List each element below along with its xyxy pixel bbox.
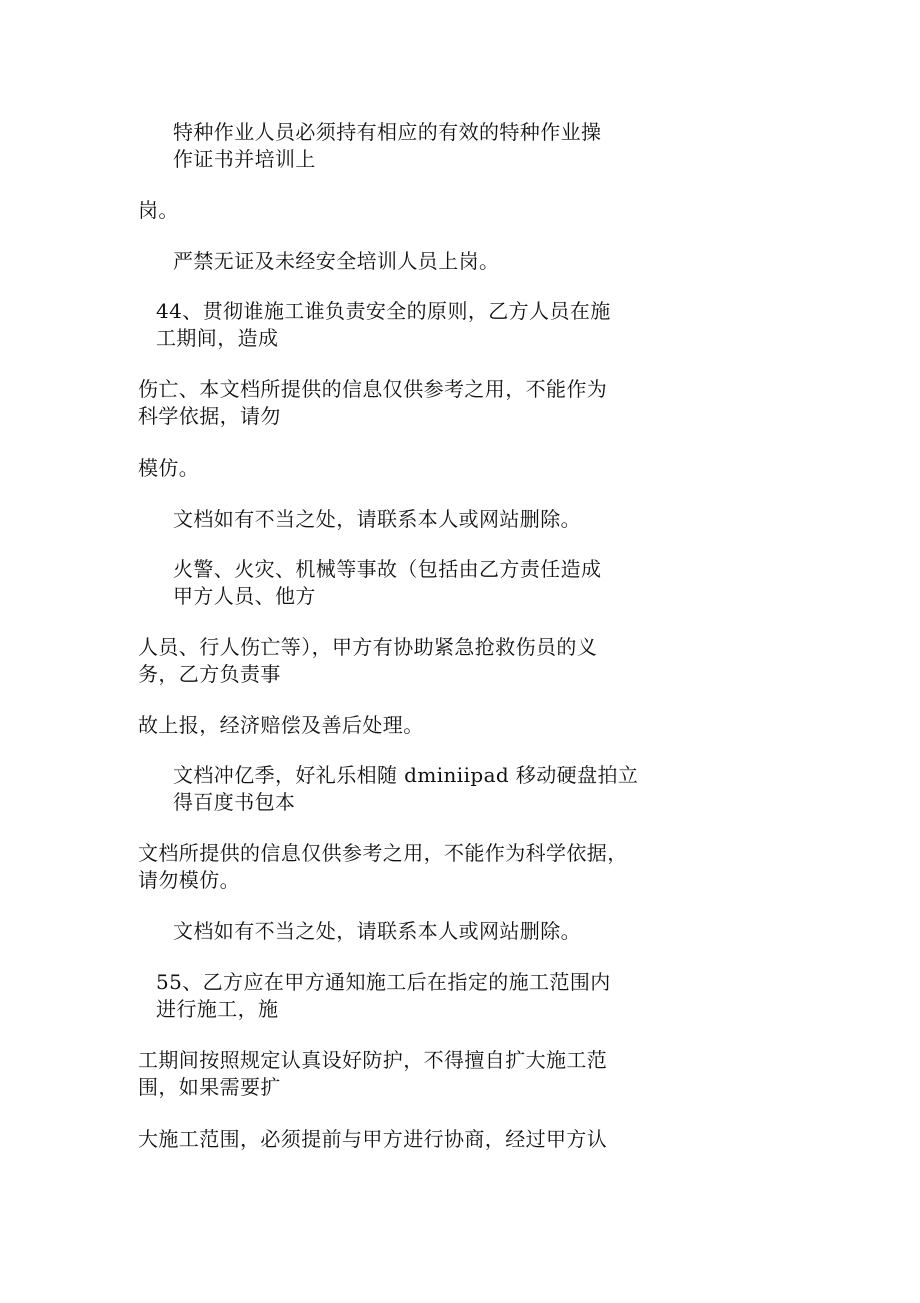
paragraph-clause-55: 55、乙方应在甲方通知施工后在指定的施工范围内 进行施工，施 bbox=[156, 970, 611, 1021]
paragraph-expand-scope: 大施工范围，必须提前与甲方进行协商，经过甲方认 bbox=[138, 1127, 608, 1151]
paragraph-delete-notice-2: 文档如有不当之处，请联系本人或网站删除。 bbox=[173, 919, 581, 943]
paragraph-accident-report: 故上报，经济赔偿及善后处理。 bbox=[138, 713, 424, 737]
paragraph-fire-accidents: 火警、火灾、机械等事故（包括由乙方责任造成 甲方人员、他方 bbox=[173, 557, 602, 608]
paragraph-post: 岗。 bbox=[138, 198, 179, 222]
paragraph-reference-notice: 文档所提供的信息仅供参考之用，不能作为科学依据， 请勿模仿。 bbox=[138, 841, 628, 892]
paragraph-special-operations: 特种作业人员必须持有相应的有效的特种作业操 作证书并培训上 bbox=[173, 120, 602, 171]
paragraph-casualty-notice: 伤亡、本文档所提供的信息仅供参考之用，不能作为 科学依据，请勿 bbox=[138, 377, 608, 428]
paragraph-clause-44: 44、贯彻谁施工谁负责安全的原则，乙方人员在施 工期间，造成 bbox=[156, 299, 611, 350]
paragraph-protection: 工期间按照规定认真设好防护，不得擅自扩大施工范 围，如果需要扩 bbox=[138, 1048, 608, 1099]
paragraph-delete-notice-1: 文档如有不当之处，请联系本人或网站删除。 bbox=[173, 507, 581, 531]
paragraph-imitation: 模仿。 bbox=[138, 456, 200, 480]
paragraph-emergency-duty: 人员、行人伤亡等），甲方有协助紧急抢救伤员的义 务，乙方负责事 bbox=[138, 635, 598, 686]
paragraph-promotion: 文档冲亿季，好礼乐相随 dminiipad 移动硬盘拍立 得百度书包本 bbox=[173, 763, 639, 814]
paragraph-no-certificate: 严禁无证及未经安全培训人员上岗。 bbox=[173, 249, 500, 273]
